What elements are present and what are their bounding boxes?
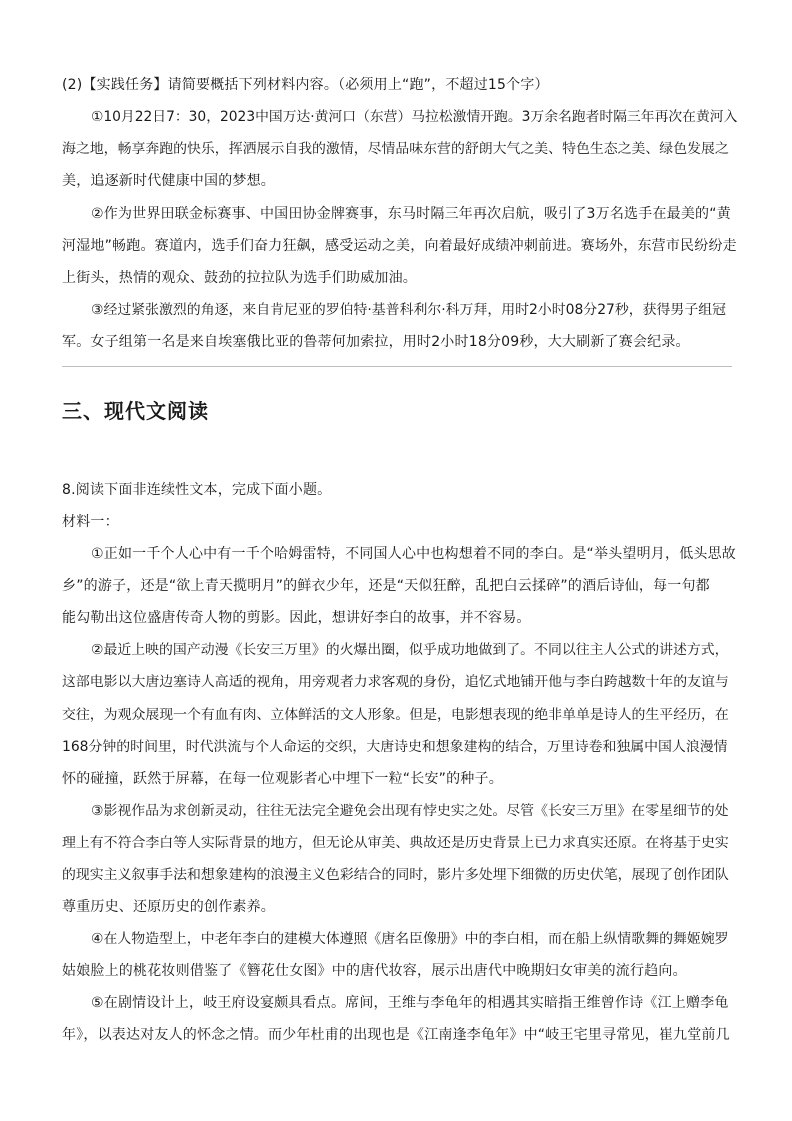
material-paragraph-2-line: 河湿地”畅跑。赛道内，选手们奋力狂飙，感受运动之美，向着最好成绩冲刺前进。赛场外，东营市民纷纷走 bbox=[62, 238, 737, 254]
question-prompt: 8.阅读下面非连续性文本，完成下面小题。 bbox=[62, 482, 332, 498]
reading-paragraph-3-line: 尊重历史、还原历史的创作素养。 bbox=[62, 899, 275, 915]
reading-paragraph-4: ④在人物造型上，中老年李白的建模大体遵照《唐名臣像册》中的李白相，而在船上纵情歌舞的舞姬婉罗 bbox=[91, 931, 729, 947]
reading-paragraph-2-line: 怀的碰撞，跃然于屏幕，在每一位观影者心中埋下一粒“长安”的种子。 bbox=[62, 771, 503, 787]
reading-paragraph-3-line: 理上有不符合李白等人实际背景的地方，但无论从审美、典故还是历史背景上已力求真实还原。在将基于史实 bbox=[62, 835, 729, 851]
material-label: 材料一： bbox=[62, 514, 119, 530]
reading-paragraph-1-line: 能勾勒出这位盛唐传奇人物的剪影。因此，想讲好李白的故事，并不容易。 bbox=[62, 610, 531, 626]
reading-paragraph-1-line: 乡”的游子，还是“欲上青天揽明月”的鲜衣少年，还是“天似狂醉，乱把白云揉碎”的酒后诗仙，每一句都 bbox=[62, 578, 710, 594]
material-paragraph-3-line: 军。女子组第一名是来自埃塞俄比亚的鲁蒂何加索拉，用时2小时18分09秒，大大刷新了赛会纪录。 bbox=[62, 334, 690, 350]
material-paragraph-2: ②作为世界田联金标赛事、中国田协金牌赛事，东马时隔三年再次启航，吸引了3万名选手在最美的“黄 bbox=[91, 206, 731, 222]
reading-paragraph-5-line: 年》，以表达对友人的怀念之情。而少年杜甫的出现也是《江南逢李龟年》中“岐王宅里寻常见，崔九堂前几 bbox=[62, 1027, 730, 1043]
material-paragraph-1: ①10月22日7：30，2023中国万达·黄河口（东营）马拉松激情开跑。3万余名跑者时隔三年再次在黄河入 bbox=[91, 109, 738, 125]
reading-paragraph-2: ②最近上映的国产动漫《长安三万里》的火爆出圈，似乎成功地做到了。不同以往主人公式的讲述方式， bbox=[91, 642, 729, 658]
reading-paragraph-1: ①正如一千个人心中有一千个哈姆雷特，不同国人心中也构想着不同的李白。是“举头望明月，低头思故 bbox=[91, 546, 737, 562]
material-paragraph-1-line: 海之地，畅享奔跑的快乐，挥洒展示自我的激情，尽情品味东营的舒朗大气之美、特色生态之美、绿色发展之 bbox=[62, 141, 729, 157]
reading-paragraph-4-line: 姑娘脸上的桃花妆则借鉴了《簪花仕女图》中的唐代妆容，展示出唐代中晚期妇女审美的流行趋向。 bbox=[62, 963, 687, 979]
material-paragraph-3: ③经过紧张激烈的角逐，来自肯尼亚的罗伯特·基普科利尔·科万拜，用时2小时08分27秒，获得男子组冠 bbox=[91, 302, 726, 318]
reading-paragraph-3: ③影视作品为求创新灵动，往往无法完全避免会出现有悖史实之处。尽管《长安三万里》在零星细节的处 bbox=[91, 803, 729, 819]
material-paragraph-1-line: 美，追逐新时代健康中国的梦想。 bbox=[62, 173, 275, 189]
reading-paragraph-2-line: 168分钟的时间里，时代洪流与个人命运的交织，大唐诗史和想象建构的结合，万里诗卷和独属中国人浪漫情 bbox=[62, 739, 728, 755]
section-heading: 三、现代文阅读 bbox=[62, 399, 209, 423]
material-paragraph-2-line: 上街头，热情的观众、鼓劲的拉拉队为选手们助威加油。 bbox=[62, 270, 417, 286]
section-divider bbox=[62, 366, 732, 367]
reading-paragraph-2-line: 交往，为观众展现一个有血有肉、立体鲜活的文人形象。但是，电影想表现的绝非单单是诗人的生平经历，在 bbox=[62, 707, 729, 723]
reading-paragraph-2-line: 这部电影以大唐边塞诗人高适的视角，用旁观者力求客观的身份，追忆式地铺开他与李白跨越数十年的友谊与 bbox=[62, 674, 729, 690]
reading-paragraph-3-line: 的现实主义叙事手法和想象建构的浪漫主义色彩结合的同时，影片多处埋下细微的历史伏笔，展现了创作团队 bbox=[62, 867, 729, 883]
reading-paragraph-5: ⑤在剧情设计上，岐王府设宴颇具看点。席间，王维与李龟年的相遇其实暗指王维曾作诗《江上赠李龟 bbox=[91, 995, 729, 1011]
task-prompt: (2)【实践任务】请简要概括下列材料内容。（必须用上“跑”，不超过15个字） bbox=[62, 77, 549, 93]
